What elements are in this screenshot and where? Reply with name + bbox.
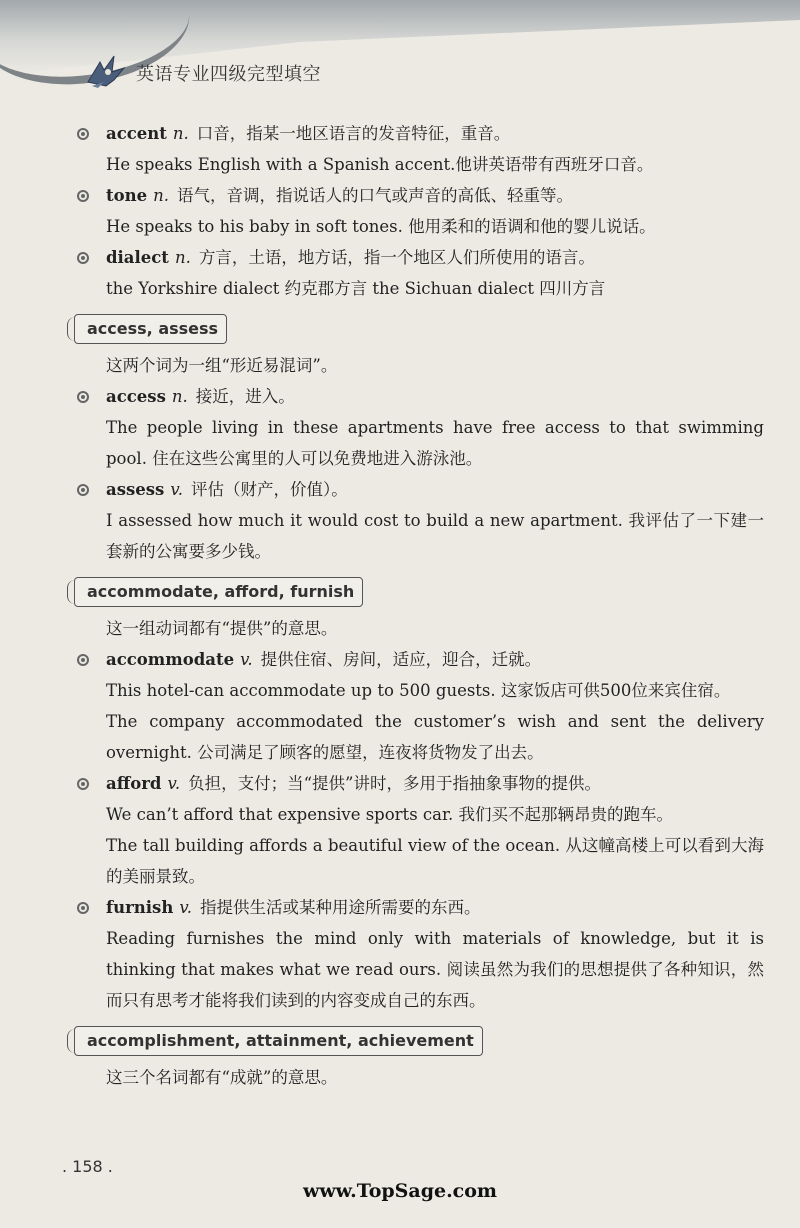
page-number: . 158 . — [62, 1157, 113, 1176]
example-sentence: This hotel-can accommodate up to 500 guests. 这家饭店可供500位来宾住宿。 — [106, 681, 731, 700]
bullet-icon — [74, 118, 92, 149]
example-sentence: I assessed how much it would cost to build a new apartment. 我评估了一下建一套新的公寓要多少钱。 — [106, 511, 764, 561]
bullet-icon — [74, 474, 92, 505]
bullet-icon — [74, 892, 92, 923]
definition: 指提供生活或某种用途所需要的东西。 — [199, 898, 481, 917]
dictionary-content — [74, 118, 764, 1093]
headword: assess — [106, 480, 165, 499]
section-title: access, assess — [74, 314, 227, 344]
bullet-icon — [74, 768, 92, 799]
word-group — [74, 118, 764, 304]
part-of-speech: v. — [179, 898, 192, 917]
headword: afford — [106, 774, 162, 793]
headword: tone — [106, 186, 148, 205]
example-sentence: The people living in these apartments have free access to that swimming pool. 住在这些公寓里的人可以免费地进入游泳池。 — [106, 418, 764, 468]
headword: accent — [106, 124, 167, 143]
section-title: accommodate, afford, furnish — [74, 577, 363, 607]
word-entry — [74, 644, 764, 768]
example-sentence: The tall building affords a beautiful view of the ocean. 从这幢高楼上可以看到大海的美丽景致。 — [106, 836, 764, 886]
definition: 方言，土语，地方话，指一个地区人们所使用的语言。 — [198, 248, 595, 267]
headword: furnish — [106, 898, 174, 917]
definition: 语气，音调，指说话人的口气或声音的高低、轻重等。 — [177, 186, 573, 205]
part-of-speech: v. — [167, 774, 181, 793]
entry-headline — [106, 644, 764, 675]
headword: dialect — [106, 248, 169, 267]
mascot-icon — [84, 52, 128, 90]
definition: 评估（财产，价值）。 — [190, 480, 348, 499]
word-group — [74, 304, 764, 567]
entry-headline — [106, 768, 764, 799]
section-title: accomplishment, attainment, achievement — [74, 1026, 483, 1056]
definition: 口音，指某一地区语言的发音特征，重音。 — [196, 124, 511, 143]
example-sentence: Reading furnishes the mind only with materials of knowledge, but it is thinking that makes what we read ours. 阅读虽然为我们的思想提供了各种知识，然而只有思考才能将我们读到的内容变成自己的东西。 — [106, 929, 764, 1010]
word-entry — [74, 768, 764, 892]
section-intro: 这两个词为一组“形近易混词”。 — [106, 356, 338, 375]
section-intro: 这三个名词都有“成就”的意思。 — [106, 1068, 338, 1087]
example-sentence: He speaks to his baby in soft tones. 他用柔和的语调和他的婴儿说话。 — [106, 217, 656, 236]
example-sentence: We can’t afford that expensive sports car. 我们买不起那辆昂贵的跑车。 — [106, 805, 674, 824]
entry-headline — [106, 180, 764, 211]
part-of-speech: n. — [153, 186, 169, 205]
definition: 负担，支付；当“提供”讲时，多用于指抽象事物的提供。 — [188, 774, 601, 793]
part-of-speech: n. — [171, 387, 188, 406]
word-entry — [74, 381, 764, 474]
part-of-speech: n. — [174, 248, 191, 267]
word-entry — [74, 892, 764, 1016]
word-entry — [74, 180, 764, 242]
headword: access — [106, 387, 166, 406]
word-group — [74, 567, 764, 1016]
entry-headline — [106, 474, 764, 505]
bullet-icon — [74, 381, 92, 412]
bullet-icon — [74, 242, 92, 273]
section-intro: 这一组动词都有“提供”的意思。 — [106, 619, 338, 638]
word-entry — [74, 242, 764, 304]
footer-url: www.TopSage.com — [302, 1180, 498, 1202]
definition: 接近，进入。 — [195, 387, 295, 406]
part-of-speech: v. — [240, 650, 253, 669]
entry-headline — [106, 118, 764, 149]
book-title: 英语专业四级完型填空 — [136, 64, 321, 85]
word-entry — [74, 474, 764, 567]
example-sentence: He speaks English with a Spanish accent.他讲英语带有西班牙口音。 — [106, 155, 654, 174]
definition: 提供住宿、房间，适应，迎合，迁就。 — [260, 650, 542, 669]
bullet-icon — [74, 644, 92, 675]
entry-headline — [106, 892, 764, 923]
example-sentence: the Yorkshire dialect 约克郡方言 the Sichuan dialect 四川方言 — [106, 279, 606, 298]
entry-headline — [106, 381, 764, 412]
part-of-speech: v. — [170, 480, 183, 499]
word-group — [74, 1016, 764, 1093]
bullet-icon — [74, 180, 92, 211]
entry-headline — [106, 242, 764, 273]
word-entry — [74, 118, 764, 180]
part-of-speech: n. — [172, 124, 189, 143]
example-sentence: The company accommodated the customer’s wish and sent the delivery overnight. 公司满足了顾客的愿望，连夜将货物发了出去。 — [106, 712, 764, 762]
headword: accommodate — [106, 650, 235, 669]
